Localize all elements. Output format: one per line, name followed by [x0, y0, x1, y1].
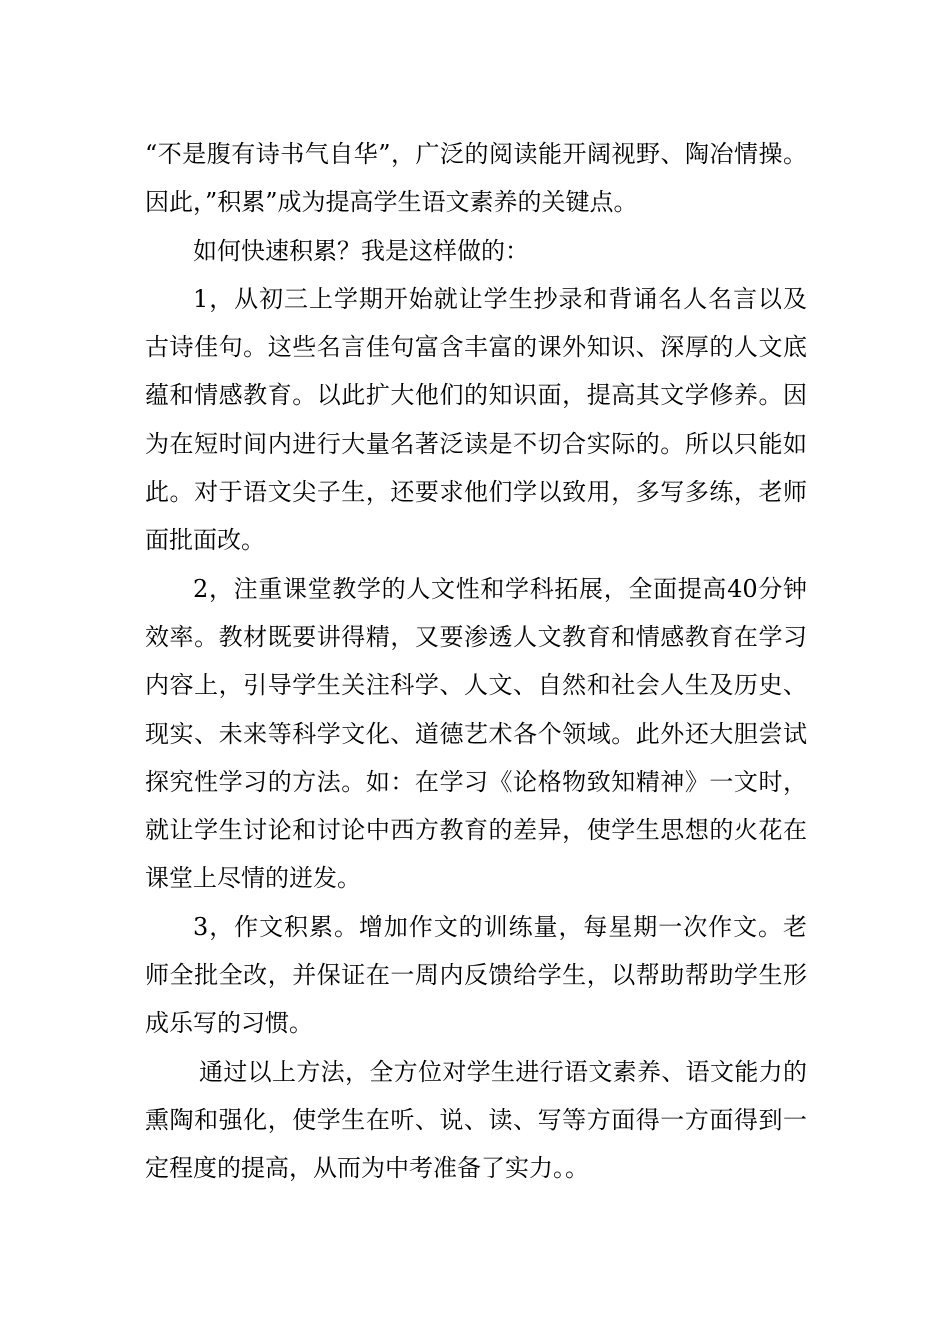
paragraph-method-2: 2，注重课堂教学的人文性和学科拓展，全面提高40分钟效率。教材既要讲得精，又要渗透人文教育和情感教育在学习内容上，引导学生关注科学、人文、自然和社会人生及历史、现实、未来等科学文化、道德艺术各个领域。此外还大胆尝试探究性学习的方法。如：在学习《论格物致知精神》一文时，就让学生讨论和讨论中西方教育的差异，使学生思想的火花在课堂上尽情的迸发。 — [145, 574, 807, 893]
paragraph-conclusion: 通过以上方法，全方位对学生进行语文素养、语文能力的熏陶和强化，使学生在听、说、读、写等方面得一方面得到一定程度的提高，从而为中考准备了实力。。 — [145, 1057, 807, 1183]
paragraph-method-1: 1，从初三上学期开始就让学生抄录和背诵名人名言以及古诗佳句。这些名言佳句富含丰富的课外知识、深厚的人文底蕴和情感教育。以此扩大他们的知识面，提高其文学修养。因为在短时间内进行大量名著泛读是不切合实际的。所以只能如此。对于语文尖子生，还要求他们学以致用，多写多练，老师面批面改。 — [145, 284, 807, 555]
paragraph-method-3: 3，作文积累。增加作文的训练量，每星期一次作文。老师全批全改，并保证在一周内反馈给学生，以帮助帮助学生形成乐写的习惯。 — [145, 912, 807, 1038]
paragraph-quote: “不是腹有诗书气自华”，广泛的阅读能开阔视野、陶冶情操。因此，”积累”成为提高学生语文素养的关键点。 — [145, 140, 807, 217]
document-body — [145, 130, 807, 1193]
paragraph-question: 如何快速积累？我是这样做的： — [193, 236, 529, 265]
